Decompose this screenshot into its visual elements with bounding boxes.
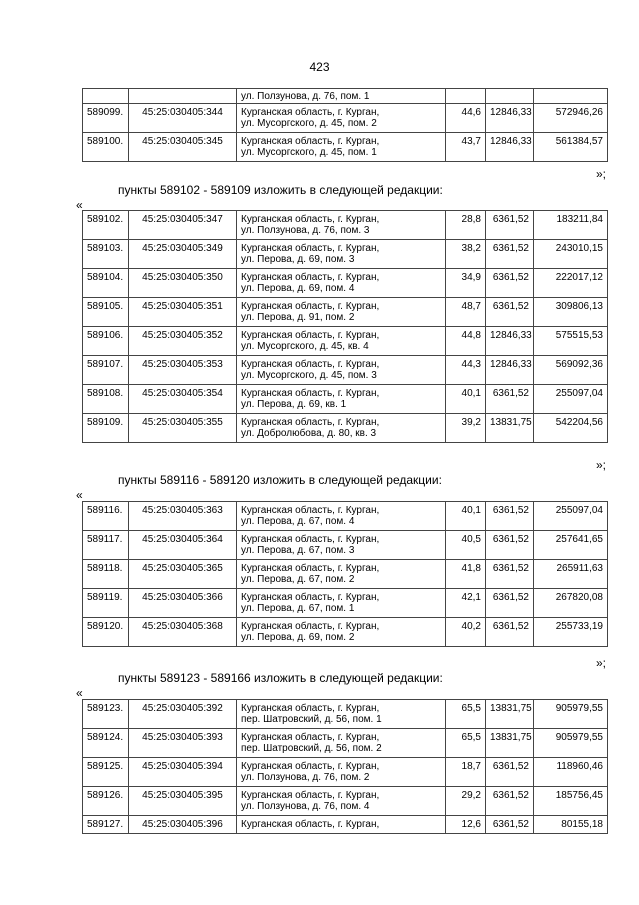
- cadastral-number: 45:25:030405:395: [129, 787, 237, 816]
- table-row: [83, 356, 608, 385]
- address-line: Курганская область, г. Курган,: [241, 388, 380, 399]
- address: [237, 240, 446, 269]
- address: [237, 560, 446, 589]
- address: [237, 133, 446, 162]
- item-number: 589125.: [83, 758, 129, 787]
- cadastral-number: 45:25:030405:353: [129, 356, 237, 385]
- address-line: Курганская область, г. Курган,: [241, 107, 380, 118]
- item-number: 589108.: [83, 385, 129, 414]
- address-line: Курганская область, г. Курган,: [241, 417, 380, 428]
- address-line: ул. Ползунова, д. 76, пом. 4: [241, 801, 370, 812]
- cadastral-value: 905979,55: [534, 729, 608, 758]
- address-line: Курганская область, г. Курган,: [241, 534, 380, 545]
- cadastral-value: 118960,46: [534, 758, 608, 787]
- item-number: 589105.: [83, 298, 129, 327]
- cadastral-number: 45:25:030405:351: [129, 298, 237, 327]
- address-line: Курганская область, г. Курган,: [241, 330, 380, 341]
- table-row: [83, 560, 608, 589]
- cadastral-number: 45:25:030405:344: [129, 104, 237, 133]
- area: [446, 89, 486, 104]
- rate: 12846,33: [486, 327, 534, 356]
- opening-quote-2: «: [76, 488, 83, 502]
- rate: 6361,52: [486, 385, 534, 414]
- address: [237, 298, 446, 327]
- rate: 6361,52: [486, 560, 534, 589]
- closing-quote-2: »;: [596, 458, 607, 472]
- area: 18,7: [446, 758, 486, 787]
- rate: 6361,52: [486, 787, 534, 816]
- address-line: Курганская область, г. Курган,: [241, 359, 380, 370]
- area: 48,7: [446, 298, 486, 327]
- cadastral-value: 569092,36: [534, 356, 608, 385]
- address-line: Курганская область, г. Курган,: [241, 272, 380, 283]
- rate: 13831,75: [486, 729, 534, 758]
- cadastral-value: 542204,56: [534, 414, 608, 443]
- table-row: [83, 758, 608, 787]
- rate: 6361,52: [486, 531, 534, 560]
- cadastral-number: 45:25:030405:345: [129, 133, 237, 162]
- cadastral-number: 45:25:030405:394: [129, 758, 237, 787]
- cadastral-value: 265911,63: [534, 560, 608, 589]
- cadastral-value: 257641,65: [534, 531, 608, 560]
- cadastral-value: 572946,26: [534, 104, 608, 133]
- address: [237, 531, 446, 560]
- rate: 12846,33: [486, 104, 534, 133]
- property-table-1: [82, 88, 608, 162]
- cadastral-value: 905979,55: [534, 700, 608, 729]
- address: [237, 356, 446, 385]
- table-row: [83, 327, 608, 356]
- cadastral-number: [129, 89, 237, 104]
- table-row: [83, 531, 608, 560]
- amendment-heading-2: пункты 589116 - 589120 изложить в следующей редакции:: [118, 473, 442, 487]
- area: 12,6: [446, 816, 486, 834]
- area: 44,3: [446, 356, 486, 385]
- table-row: [83, 385, 608, 414]
- cadastral-number: 45:25:030405:393: [129, 729, 237, 758]
- address: [237, 211, 446, 240]
- cadastral-number: 45:25:030405:354: [129, 385, 237, 414]
- address: [237, 700, 446, 729]
- area: 40,1: [446, 385, 486, 414]
- table-row: [83, 240, 608, 269]
- address-line: Курганская область, г. Курган,: [241, 761, 380, 772]
- cadastral-value: 267820,08: [534, 589, 608, 618]
- address-line: Курганская область, г. Курган,: [241, 790, 380, 801]
- item-number: 589127.: [83, 816, 129, 834]
- address: [237, 269, 446, 298]
- area: 42,1: [446, 589, 486, 618]
- item-number: 589106.: [83, 327, 129, 356]
- cadastral-number: 45:25:030405:363: [129, 502, 237, 531]
- table-row: [83, 618, 608, 647]
- rate: 6361,52: [486, 240, 534, 269]
- address: [237, 618, 446, 647]
- cadastral-number: 45:25:030405:352: [129, 327, 237, 356]
- property-table-3: [82, 501, 608, 647]
- address-line: ул. Перова, д. 67, пом. 2: [241, 574, 355, 585]
- address: [237, 502, 446, 531]
- cadastral-value: 185756,45: [534, 787, 608, 816]
- rate: 6361,52: [486, 758, 534, 787]
- address: [237, 104, 446, 133]
- table-row: [83, 589, 608, 618]
- address: [237, 816, 446, 834]
- area: 28,8: [446, 211, 486, 240]
- item-number: 589099.: [83, 104, 129, 133]
- address-line: Курганская область, г. Курган,: [241, 301, 380, 312]
- cadastral-value: 80155,18: [534, 816, 608, 834]
- area: 29,2: [446, 787, 486, 816]
- table-row: [83, 787, 608, 816]
- rate: 13831,75: [486, 414, 534, 443]
- cadastral-value: 561384,57: [534, 133, 608, 162]
- cadastral-value: 183211,84: [534, 211, 608, 240]
- item-number: 589107.: [83, 356, 129, 385]
- address: [237, 729, 446, 758]
- cadastral-value: 222017,12: [534, 269, 608, 298]
- address-line: ул. Ползунова, д. 76, пом. 1: [241, 91, 370, 102]
- item-number: [83, 89, 129, 104]
- address: [237, 414, 446, 443]
- cadastral-value: 575515,53: [534, 327, 608, 356]
- address-line: ул. Перова, д. 67, пом. 1: [241, 603, 355, 614]
- address-line: ул. Перова, д. 69, пом. 4: [241, 283, 355, 294]
- property-table-2: [82, 210, 608, 443]
- area: 65,5: [446, 729, 486, 758]
- rate: 6361,52: [486, 618, 534, 647]
- area: 41,8: [446, 560, 486, 589]
- cadastral-value: 255097,04: [534, 385, 608, 414]
- area: 39,2: [446, 414, 486, 443]
- address-line: Курганская область, г. Курган,: [241, 563, 380, 574]
- table-row: [83, 502, 608, 531]
- item-number: 589124.: [83, 729, 129, 758]
- area: 40,1: [446, 502, 486, 531]
- address: [237, 385, 446, 414]
- area: 44,6: [446, 104, 486, 133]
- cadastral-value: 255733,19: [534, 618, 608, 647]
- address-line: Курганская область, г. Курган,: [241, 703, 380, 714]
- address: [237, 787, 446, 816]
- table-row: [83, 104, 608, 133]
- cadastral-number: 45:25:030405:396: [129, 816, 237, 834]
- cadastral-number: 45:25:030405:347: [129, 211, 237, 240]
- rate: 6361,52: [486, 211, 534, 240]
- cadastral-value: 255097,04: [534, 502, 608, 531]
- table-row: [83, 729, 608, 758]
- address-line: ул. Добролюбова, д. 80, кв. 3: [241, 428, 377, 439]
- opening-quote-3: «: [76, 686, 83, 700]
- address-line: ул. Мусоргского, д. 45, пом. 2: [241, 118, 377, 129]
- item-number: 589104.: [83, 269, 129, 298]
- address: [237, 89, 446, 104]
- table-row: [83, 298, 608, 327]
- opening-quote-1: «: [76, 198, 83, 212]
- address-line: ул. Перова, д. 69, пом. 3: [241, 254, 355, 265]
- address-line: ул. Мусоргского, д. 45, кв. 4: [241, 341, 369, 352]
- closing-quote-3: »;: [596, 656, 607, 670]
- cadastral-number: 45:25:030405:349: [129, 240, 237, 269]
- table-row: [83, 269, 608, 298]
- item-number: 589119.: [83, 589, 129, 618]
- address-line: ул. Перова, д. 67, пом. 4: [241, 516, 355, 527]
- amendment-heading-1: пункты 589102 - 589109 изложить в следующей редакции:: [118, 183, 443, 197]
- address-line: Курганская область, г. Курган,: [241, 243, 380, 254]
- page-number: 423: [309, 60, 330, 74]
- rate: 12846,33: [486, 133, 534, 162]
- address-line: ул. Мусоргского, д. 45, пом. 3: [241, 370, 377, 381]
- cadastral-value: 243010,15: [534, 240, 608, 269]
- address-line: ул. Мусоргского, д. 45, пом. 1: [241, 147, 377, 158]
- property-table-4: [82, 699, 608, 834]
- address-line: ул. Перова, д. 91, пом. 2: [241, 312, 355, 323]
- rate: 6361,52: [486, 816, 534, 834]
- address-line: Курганская область, г. Курган,: [241, 505, 380, 516]
- table-row: [83, 89, 608, 104]
- address-line: ул. Перова, д. 67, пом. 3: [241, 545, 355, 556]
- cadastral-number: 45:25:030405:355: [129, 414, 237, 443]
- area: 65,5: [446, 700, 486, 729]
- address-line: ул. Ползунова, д. 76, пом. 2: [241, 772, 370, 783]
- address-line: Курганская область, г. Курган,: [241, 592, 380, 603]
- address-line: Курганская область, г. Курган,: [241, 819, 380, 830]
- cadastral-number: 45:25:030405:350: [129, 269, 237, 298]
- cadastral-number: 45:25:030405:392: [129, 700, 237, 729]
- closing-quote-1: »;: [596, 167, 607, 181]
- cadastral-number: 45:25:030405:365: [129, 560, 237, 589]
- cadastral-value: [534, 89, 608, 104]
- table-row: [83, 414, 608, 443]
- rate: 6361,52: [486, 298, 534, 327]
- item-number: 589109.: [83, 414, 129, 443]
- item-number: 589120.: [83, 618, 129, 647]
- cadastral-number: 45:25:030405:366: [129, 589, 237, 618]
- address: [237, 327, 446, 356]
- rate: 12846,33: [486, 356, 534, 385]
- address-line: Курганская область, г. Курган,: [241, 214, 380, 225]
- address-line: ул. Ползунова, д. 76, пом. 3: [241, 225, 370, 236]
- item-number: 589118.: [83, 560, 129, 589]
- area: 43,7: [446, 133, 486, 162]
- item-number: 589102.: [83, 211, 129, 240]
- area: 40,5: [446, 531, 486, 560]
- table-row: [83, 211, 608, 240]
- table-row: [83, 700, 608, 729]
- rate: 6361,52: [486, 502, 534, 531]
- table-row: [83, 133, 608, 162]
- rate: 6361,52: [486, 589, 534, 618]
- address-line: пер. Шатровский, д. 56, пом. 1: [241, 714, 382, 725]
- rate: 13831,75: [486, 700, 534, 729]
- address-line: Курганская область, г. Курган,: [241, 621, 380, 632]
- rate: 6361,52: [486, 269, 534, 298]
- table-row: [83, 816, 608, 834]
- address-line: ул. Перова, д. 69, пом. 2: [241, 632, 355, 643]
- item-number: 589116.: [83, 502, 129, 531]
- item-number: 589123.: [83, 700, 129, 729]
- area: 40,2: [446, 618, 486, 647]
- item-number: 589100.: [83, 133, 129, 162]
- item-number: 589117.: [83, 531, 129, 560]
- cadastral-number: 45:25:030405:368: [129, 618, 237, 647]
- area: 38,2: [446, 240, 486, 269]
- area: 34,9: [446, 269, 486, 298]
- address: [237, 589, 446, 618]
- address-line: Курганская область, г. Курган,: [241, 732, 380, 743]
- area: 44,8: [446, 327, 486, 356]
- address-line: Курганская область, г. Курган,: [241, 136, 380, 147]
- rate: [486, 89, 534, 104]
- cadastral-value: 309806,13: [534, 298, 608, 327]
- item-number: 589103.: [83, 240, 129, 269]
- address-line: пер. Шатровский, д. 56, пом. 2: [241, 743, 382, 754]
- item-number: 589126.: [83, 787, 129, 816]
- amendment-heading-3: пункты 589123 - 589166 изложить в следующей редакции:: [118, 671, 443, 685]
- address-line: ул. Перова, д. 69, кв. 1: [241, 399, 347, 410]
- address: [237, 758, 446, 787]
- cadastral-number: 45:25:030405:364: [129, 531, 237, 560]
